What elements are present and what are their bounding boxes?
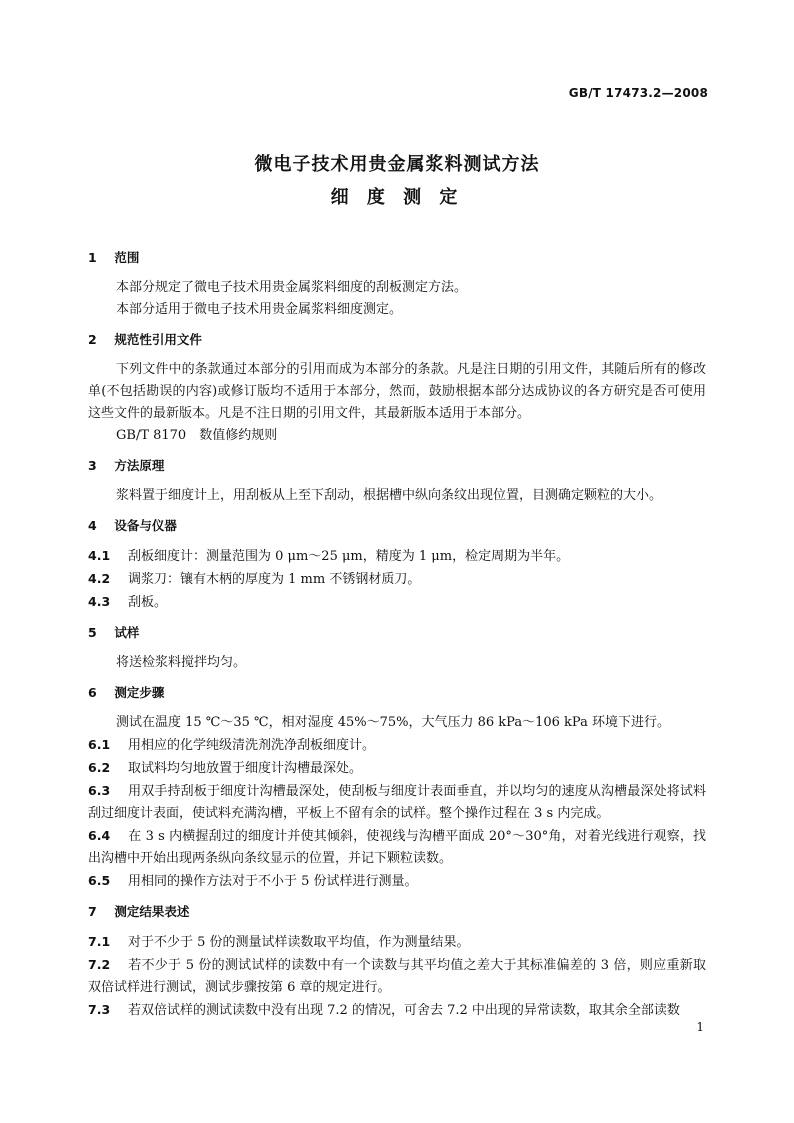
clause-7-3: 7.3 若双倍试样的测试读数中没有出现 7.2 的情况，可舍去 7.2 中出现的异常读数，取其余全部读数 <box>88 1002 680 1018</box>
section-heading-apparatus: 4 设备与仪器 <box>88 518 177 533</box>
paragraph: 本部分适用于微电子技术用贵金属浆料细度测定。 <box>116 302 403 317</box>
page-number: 1 <box>696 1020 704 1034</box>
clause-6-1: 6.1 用相应的化学纯级清洗剂洗净刮板细度计。 <box>88 737 376 753</box>
section-heading-scope: 1 范围 <box>88 250 140 265</box>
clause-6-3: 6.3 用双手持刮板于细度计沟槽最深处，使刮板与细度计表面垂直，并以均匀的速度从沟槽最深处将试料刮过细度计表面，使试料充满沟槽，平板上不留有余的试样。整个操作过程在 3 s 内完成。 <box>88 783 706 821</box>
section-heading-results: 7 测定结果表述 <box>88 904 190 919</box>
clause-6-4: 6.4 在 3 s 内横握刮过的细度计并使其倾斜，使视线与沟槽平面成 20°～30°角，对着光线进行观察，找出沟槽中开始出现两条纵向条纹显示的位置，并记下颗粒读数。 <box>88 828 706 866</box>
paragraph: 测试在温度 15 ℃～35 ℃，相对湿度 45%～75%，大气压力 86 kPa～106 kPa 环境下进行。 <box>116 715 670 730</box>
document-title: 微电子技术用贵金属浆料测试方法 <box>254 154 540 175</box>
clause-4-2: 4.2 调浆刀：镶有木柄的厚度为 1 mm 不锈钢材质刀。 <box>88 571 421 587</box>
clause-7-1: 7.1 对于不少于 5 份的测量试样读数取平均值，作为测量结果。 <box>88 934 470 950</box>
paragraph: 本部分规定了微电子技术用贵金属浆料细度的刮板测定方法。 <box>116 280 468 295</box>
section-heading-principle: 3 方法原理 <box>88 458 165 473</box>
clause-7-2: 7.2 若不少于 5 份的测试试样的读数中有一个读数与其平均值之差大于其标准偏差的 3 倍，则应重新取双倍试样进行测试，测试步骤按第 6 章的规定进行。 <box>88 957 706 995</box>
section-heading-sample: 5 试样 <box>88 625 140 640</box>
reference-item: GB/T 8170 数值修约规则 <box>116 428 278 443</box>
paragraph: 将送检浆料搅拌均匀。 <box>116 655 247 670</box>
clause-6-2: 6.2 取试料均匀地放置于细度计沟槽最深处。 <box>88 760 363 776</box>
clause-4-3: 4.3 刮板。 <box>88 594 168 610</box>
paragraph: 浆料置于细度计上，用刮板从上至下刮动，根据槽中纵向条纹出现位置，目测确定颗粒的大小。 <box>116 488 663 503</box>
clause-6-5: 6.5 用相同的操作方法对于不小于 5 份试样进行测量。 <box>88 873 418 889</box>
document-body <box>88 247 706 1022</box>
clause-4-1: 4.1 刮板细度计：测量范围为 0 μm～25 μm，精度为 1 μm，检定周期为半年。 <box>88 548 570 564</box>
section-heading-normative-references: 2 规范性引用文件 <box>88 332 202 347</box>
paragraph: 下列文件中的条款通过本部分的引用而成为本部分的条款。凡是注日期的引用文件，其随后所有的修改单(不包括勘误的内容)或修订版均不适用于本部分，然而，鼓励根据本部分达成协议的各方研究是否可使用这些文件的最新版本。凡是不注日期的引用文件，其最新版本适用于本部分。 <box>88 362 706 421</box>
document-subtitle: 细 度 测 定 <box>330 187 464 208</box>
section-heading-procedure: 6 测定步骤 <box>88 685 165 700</box>
standard-code: GB/T 17473.2—2008 <box>568 86 708 100</box>
